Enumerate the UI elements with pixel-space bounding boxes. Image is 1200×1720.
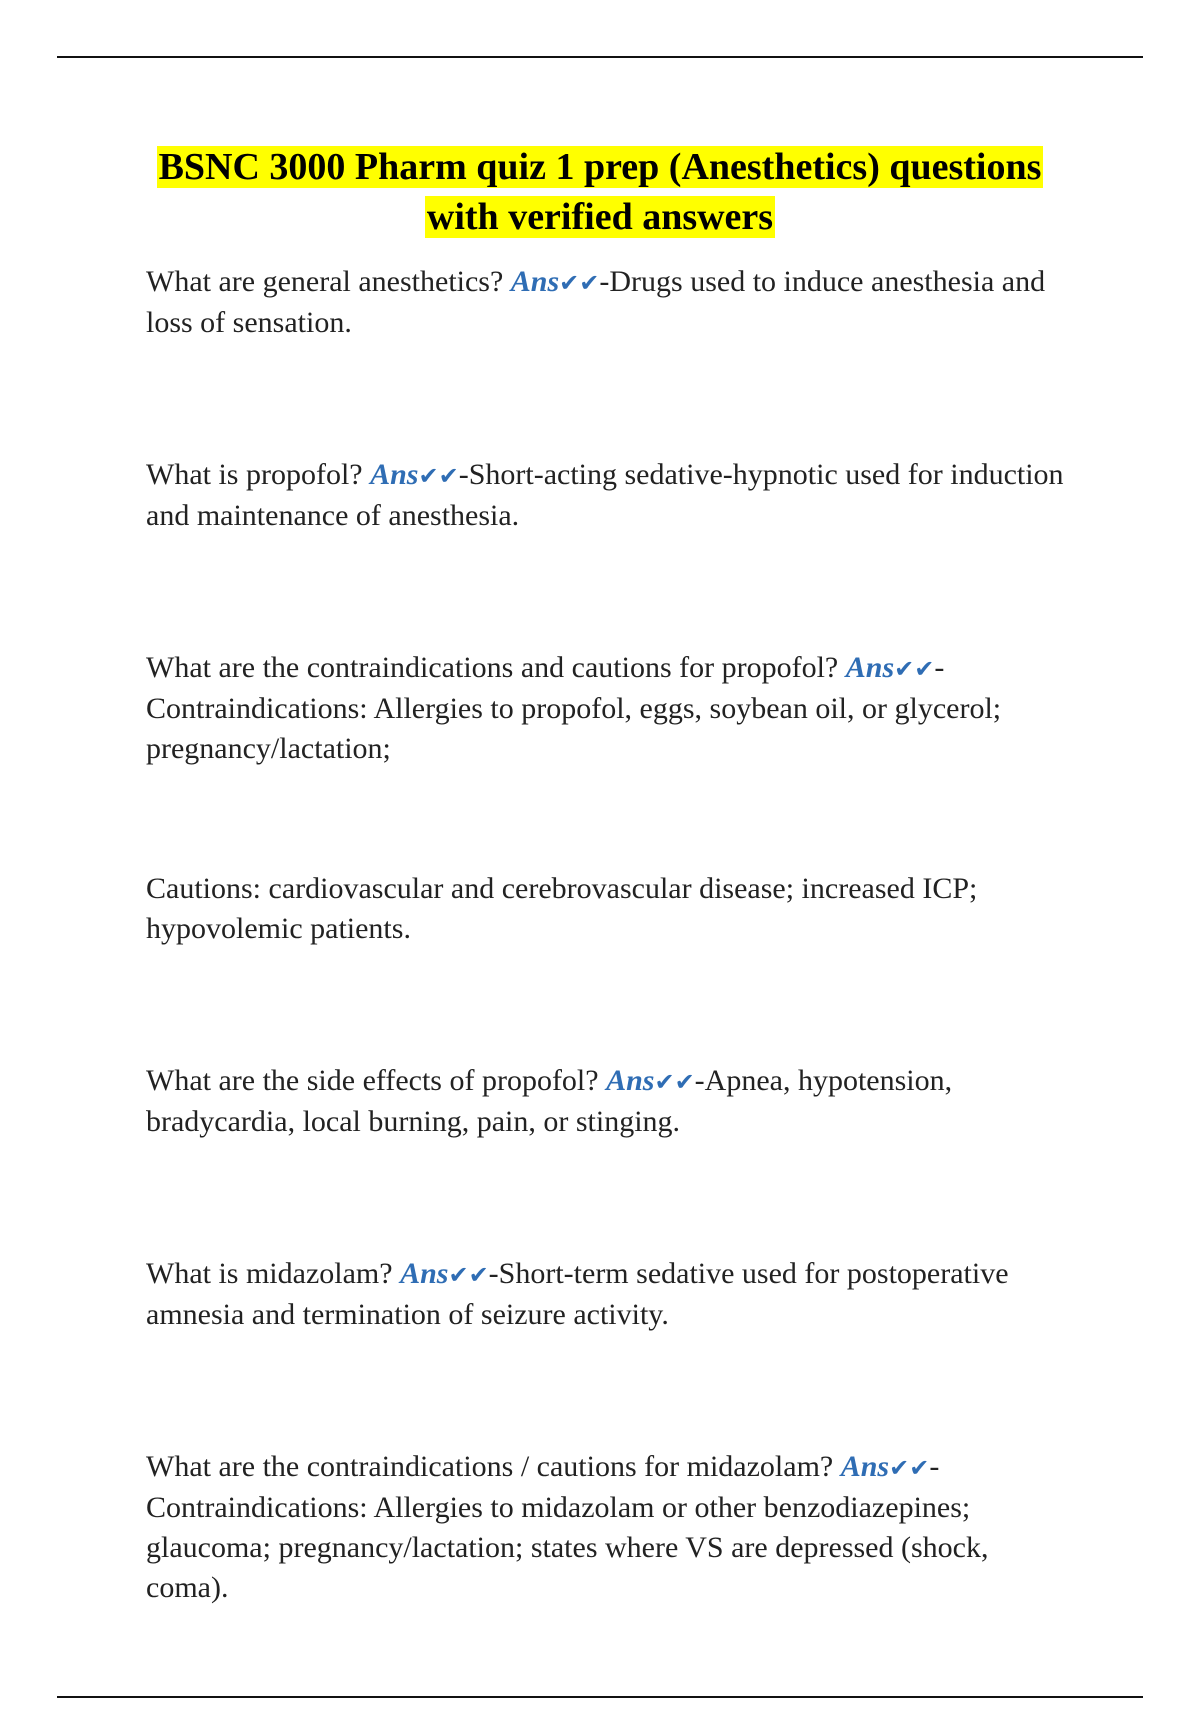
qa-item (146, 1061, 1076, 1142)
answer-text: -Contraindications: Allergies to propofol, eggs, soybean oil, or glycerol; pregnancy/lactation; (146, 651, 1002, 765)
qa-list (146, 262, 1076, 1720)
answer-text: -Drugs used to induce anesthesia and loss of sensation. (146, 265, 1046, 339)
check-marks-icon: ✔✔ (559, 269, 600, 297)
bottom-rule (57, 1696, 1143, 1698)
question-text: What are the contraindications / cautions for midazolam? (146, 1450, 834, 1483)
answer-label: Ans (370, 458, 419, 491)
qa-item (146, 1254, 1076, 1335)
answer-label: Ans (840, 1450, 890, 1483)
top-rule (57, 56, 1143, 58)
check-marks-icon: ✔✔ (654, 1068, 695, 1096)
answer-label: Ans (400, 1257, 449, 1290)
check-marks-icon: ✔✔ (418, 462, 459, 490)
check-marks-icon: ✔✔ (448, 1261, 489, 1289)
answer-text: -Apnea, hypotension, bradycardia, local burning, pain, or stinging. (146, 1064, 953, 1138)
question-text: What is propofol? (146, 458, 363, 491)
question-text: What are the side effects of propofol? (146, 1064, 599, 1097)
answer-label: Ans (845, 651, 895, 684)
question-text: What is midazolam? (146, 1257, 393, 1290)
check-marks-icon: ✔✔ (894, 655, 935, 683)
answer-label: Ans (606, 1064, 655, 1097)
question-text: What are the contraindications and cautions for propofol? (146, 651, 839, 684)
check-marks-icon: ✔✔ (889, 1454, 930, 1482)
cautions-text: Cautions: cardiovascular and cerebrovascular disease; increased ICP; hypovolemic patients. (146, 872, 978, 945)
cautions-paragraph (146, 869, 1076, 949)
title-line-2: with verified answers (426, 196, 774, 238)
question-text: What are general anesthetics? (146, 265, 504, 298)
qa-item (146, 648, 1076, 769)
qa-item (146, 455, 1076, 536)
qa-item (146, 1447, 1076, 1608)
answer-text: -Short-acting sedative-hypnotic used for induction and maintenance of anesthesia. (146, 458, 1064, 532)
answer-text: -Contraindications: Allergies to midazolam or other benzodiazepines; glaucoma; pregnancy/lactation; states where VS are depressed (shock, coma). (146, 1450, 989, 1604)
qa-item (146, 262, 1076, 343)
answer-label: Ans (510, 265, 560, 298)
answer-text: -Short-term sedative used for postoperative amnesia and termination of seizure activity. (146, 1257, 1009, 1331)
page-title (120, 142, 1080, 242)
title-line-1: BSNC 3000 Pharm quiz 1 prep (Anesthetics) questions (158, 146, 1042, 188)
